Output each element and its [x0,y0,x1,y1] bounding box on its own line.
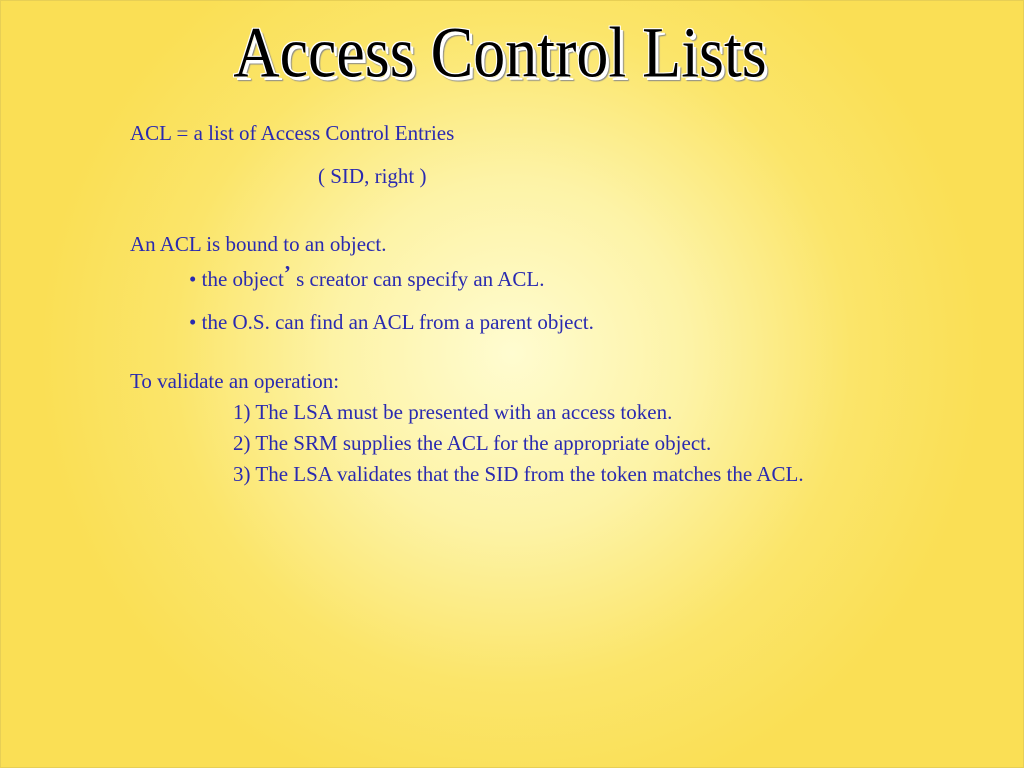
apostrophe-mark: ’ [283,261,291,285]
slide-title: Access Control Lists [233,12,767,93]
bullet-text: the O.S. can find an ACL from a parent object. [201,310,594,334]
bullet-marker: • [189,310,197,334]
validate-intro: To validate an operation: [130,369,340,393]
validate-step-2: 2) The SRM supplies the ACL for the appropriate object. [233,431,712,455]
validate-step-3: 3) The LSA validates that the SID from the token matches the ACL. [233,462,804,486]
ace-format: ( SID, right ) [318,164,427,188]
bullet-text-post: s creator can specify an ACL. [296,267,545,291]
bullet-item-parent [189,310,594,334]
acl-definition: ACL = a list of Access Control Entries [130,121,455,145]
validate-step-1: 1) The LSA must be presented with an access token. [233,400,673,424]
bound-intro: An ACL is bound to an object. [130,232,387,256]
bullet-text-pre: the object [201,267,284,291]
bullet-marker: • [189,267,197,291]
bullet-item-creator [189,261,545,291]
